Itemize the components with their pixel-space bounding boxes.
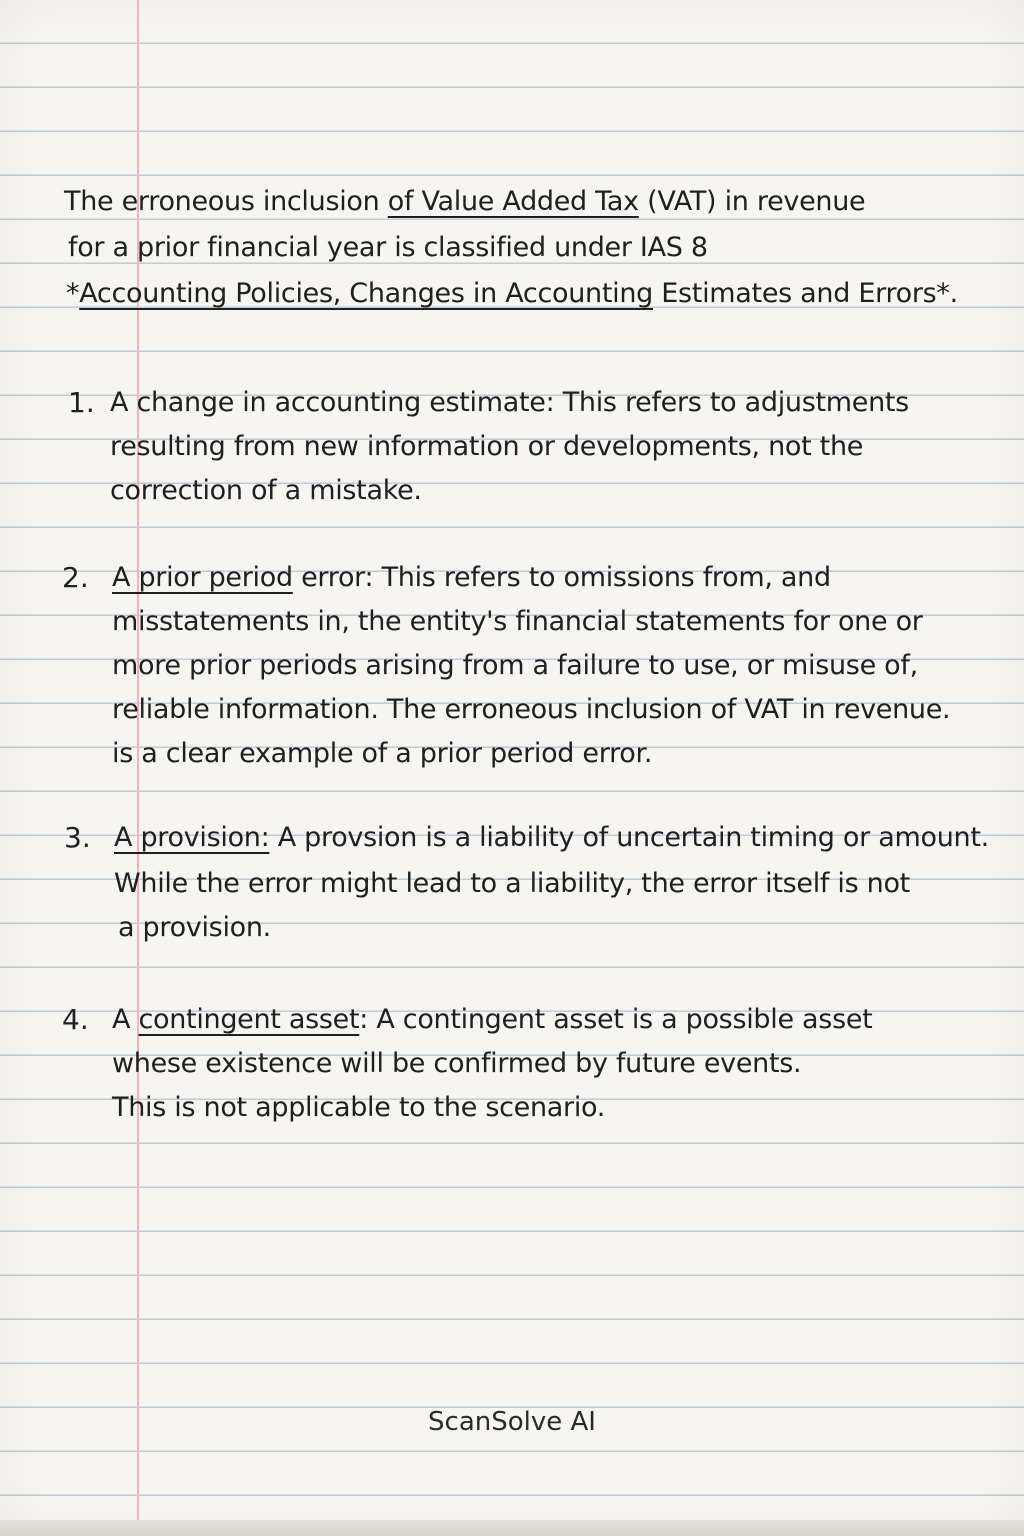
item-4-number: 4. [62, 1003, 89, 1036]
item-3-line-1-rest: A provsion is a liability of uncertain timing or amount. [269, 822, 989, 853]
item-4-line-2: whese existence will be confirmed by future events. [112, 1048, 802, 1079]
item-1-line-1-rest: This refers to adjustments [554, 387, 909, 418]
item-4-line-1 [112, 998, 872, 1042]
item-3-line-1 [114, 816, 989, 860]
item-4-term: contingent asset [138, 1004, 360, 1035]
item-3-line-2: While the error might lead to a liability, the error itself is not [114, 868, 910, 899]
item-2-line-1 [112, 556, 831, 600]
intro-underlined-title: Accounting Policies, Changes in Accounting [79, 278, 653, 309]
item-1 [110, 381, 950, 521]
intro-line-2: for a prior financial year is classified under IAS 8 [68, 232, 708, 263]
item-1-line-3: correction of a mistake. [110, 475, 422, 506]
item-1-term: A change in accounting estimate: [110, 387, 555, 418]
item-1-line-1 [110, 381, 909, 425]
item-4 [112, 998, 952, 1138]
item-4-line-1-rest: : A contingent asset is a possible asset [359, 1004, 873, 1035]
item-1-line-2: resulting from new information or developments, not the [110, 431, 864, 462]
item-2-term: A prior period [112, 562, 293, 593]
intro-line-3-rest: Estimates and Errors*. [652, 278, 958, 309]
item-2-line-5: is a clear example of a prior period error. [112, 738, 653, 769]
intro-line-1-rest: (VAT) in revenue [638, 186, 866, 217]
item-2-line-1-rest: error: This refers to omissions from, and [292, 562, 831, 593]
intro-line-1 [64, 180, 865, 224]
intro-asterisk: * [66, 278, 80, 309]
intro-underlined-vat: of Value Added Tax [387, 186, 639, 217]
item-3 [114, 816, 994, 956]
item-2-line-2: misstatements in, the entity's financial statements for one or [112, 606, 923, 637]
item-4-article: A [112, 1004, 139, 1035]
item-2-line-4: reliable information. The erroneous inclusion of VAT in revenue. [112, 694, 951, 725]
item-3-number: 3. [64, 821, 91, 854]
intro-line-3 [66, 272, 958, 316]
item-1-number: 1. [68, 386, 95, 419]
intro-line-1-text: The erroneous inclusion [64, 186, 388, 217]
item-3-term: A provision: [114, 822, 270, 853]
footer-watermark: ScanSolve AI [428, 1407, 596, 1437]
item-2-number: 2. [62, 561, 89, 594]
item-2 [112, 556, 992, 782]
intro-paragraph [64, 180, 964, 320]
item-4-line-3: This is not applicable to the scenario. [112, 1092, 606, 1123]
item-2-line-3: more prior periods arising from a failure to use, or misuse of, [112, 650, 918, 681]
page-bottom-edge [0, 1520, 1024, 1536]
item-3-line-3: a provision. [118, 912, 271, 943]
